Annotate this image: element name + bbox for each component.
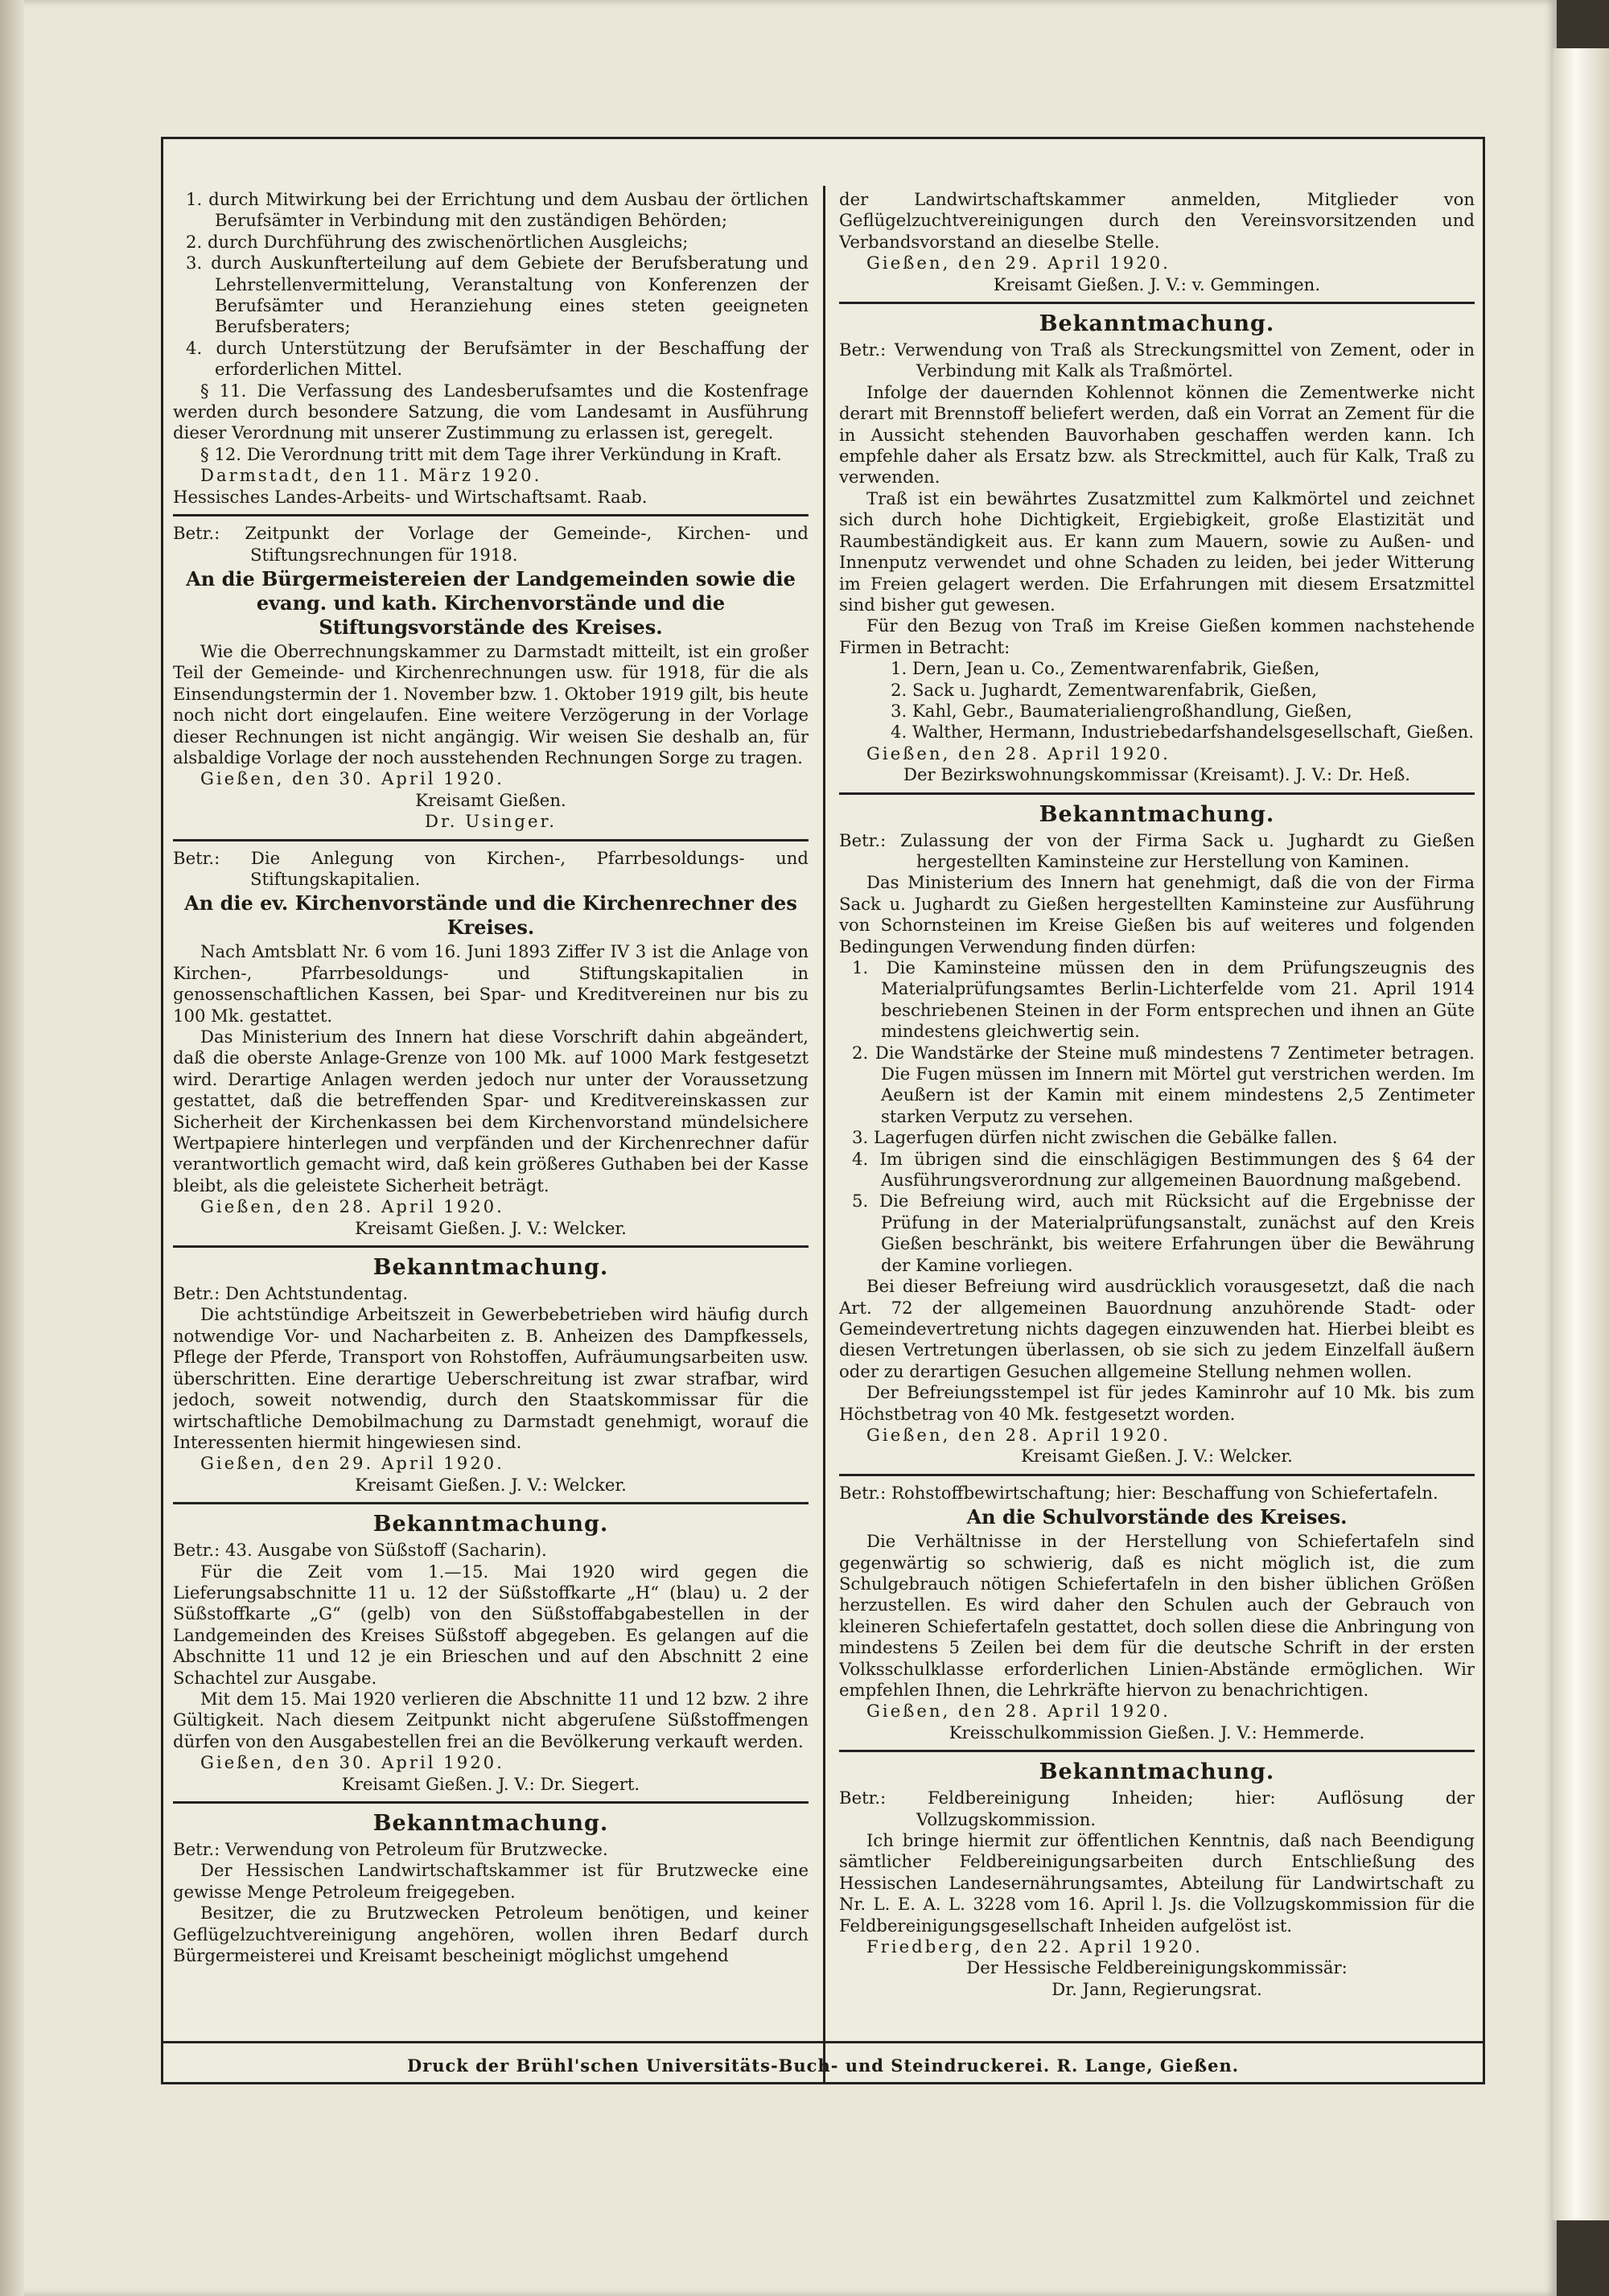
place-date: Gießen, den 28. April 1920. [866, 1701, 1171, 1722]
column-divider [823, 186, 825, 2082]
signature: Kreisamt Gießen. J. V.: v. Gemmingen. [993, 274, 1321, 294]
notice-body: Das Ministerium des Innern hat genehmigt, daß die von der Firma Sack u. Jughardt zu Gießen hergestellten Kaminsteine zur Ausführung von Schornsteinen im Kreise Gießen bis auf weiteres und folgenden Bedingungen Verwendung finden dürfen: [839, 872, 1475, 957]
notice-body: Das Ministerium des Innern hat diese Vorschrift dahin abgeändert, daß die oberste Anlage-Grenze von 100 Mk. auf 1000 Mark festgesetzt wird. Derartige Anlagen werden jedoch nur unter der Voraussetzung gestattet, daß die betreffenden Spar- und Kreditvereinskassen zur Sicherheit der Kirchenkassen bei dem Kirchenvorstand mündelsichere Wertpapiere hinterlegen und verpfänden und der Kirchenrechner dafür verantwortlich gemacht wird, daß kein größeres Guthaben bei der Kasse bleibt, als die geleistete Sicherheit beträgt. [173, 1027, 809, 1195]
left-column [173, 189, 809, 2082]
signature: Kreisamt Gießen. J. V.: Welcker. [355, 1474, 627, 1495]
signature: Der Bezirkswohnungskommissar (Kreisamt). J. V.: Dr. Heß. [903, 764, 1411, 785]
section-rule [839, 302, 1475, 304]
notice-subject: Betr.: Zulassung der von der Firma Sack u. Jughardt zu Gießen hergestellten Kaminsteine zur Herstellung von Kaminen. [839, 829, 1475, 871]
condition-item: 4. Im übrigen sind die einschlägigen Bestimmungen des § 64 der Ausführungsverordnung zur allgemeinen Bauordnung maßgebend. [852, 1148, 1475, 1191]
signature-office: Der Hessische Feldbereinigungskommissär: [966, 1957, 1348, 1978]
printer-imprint: Druck der Brühl'schen Universitäts-Buch- und Steindruckerei. R. Lange, Gießen. [406, 2055, 1240, 2076]
notice-subject: Betr.: 43. Ausgabe von Süßstoff (Sacharin). [173, 1540, 547, 1561]
notice-body: Für den Bezug von Traß im Kreise Gießen kommen nachstehende Firmen in Betracht: [839, 615, 1475, 657]
section-rule [173, 1502, 809, 1504]
condition-item: 3. Lagerfugen dürfen nicht zwischen die Gebälke fallen. [852, 1127, 1338, 1148]
notice-body: Infolge der dauernden Kohlennot können die Zementwerke nicht derart mit Brennstoff beliefert werden, daß ein Vorrat an Zement für die in Aussicht stehenden Bauvorhaben geschaffen werden kann. Ich empfehle daher als Ersatz bzw. als Streckmittel, auch für Kalk, Traß zu verwenden. [839, 381, 1475, 488]
place-date: Gießen, den 30. April 1920. [200, 768, 504, 789]
paragraph-11: § 11. Die Verfassung des Landesberufsamtes und die Kostenfrage werden durch besondere Satzung, die vom Landesamt in Ausführung dieser Verordnung mit unserer Zustimmung zu erlassen ist, geregelt. [173, 380, 809, 443]
notice-body: Mit dem 15. Mai 1920 verlieren die Abschnitte 11 und 12 bzw. 2 ihre Gültigkeit. Nach diesem Zeitpunkt nicht abgeruſene Süßstoffmengen dürfen von den Ausgabestellen frei an die Bevölkerung verkauft werden. [173, 1688, 809, 1751]
notice-subject: Betr.: Rohstoffbewirtschaftung; hier: Beschaffung von Schiefertafeln. [839, 1482, 1438, 1503]
signature-name: Dr. Jann, Regierungsrat. [1051, 1978, 1262, 1999]
section-rule [173, 839, 809, 841]
notice-body: Der Befreiungsstempel ist für jedes Kaminrohr auf 10 Mk. bis zum Höchstbetrag von 40 Mk. festgesetzt worden. [839, 1382, 1475, 1424]
place-date: Gießen, den 28. April 1920. [200, 1196, 504, 1217]
notice-heading: Bekanntmachung. [1039, 801, 1275, 827]
list-item: 2. durch Durchführung des zwischenörtlichen Ausgleichs; [186, 231, 689, 252]
place-date: Darmstadt, den 11. März 1920. [200, 465, 542, 486]
list-item: 1. durch Mitwirkung bei der Errichtung und dem Ausbau der örtlichen Berufsämter in Verbindung mit den zuständigen Behörden; [186, 189, 809, 231]
section-rule [173, 1245, 809, 1248]
list-item: 4. durch Unterstützung der Berufsämter in der Beschaffung der erforderlichen Mittel. [186, 337, 809, 380]
section-rule [839, 1474, 1475, 1476]
signature: Kreisschulkommission Gießen. J. V.: Hemmerde. [949, 1722, 1365, 1743]
signature-office: Kreisamt Gießen. [415, 789, 566, 810]
notice-address: An die Bürgermeistereien der Landgemeinden sowie die evang. und kath. Kirchenvorstände und die Stiftungsvorstände des Kreises. [186, 566, 796, 639]
firm-item: 3. Kahl, Gebr., Baumaterialiengroßhandlung, Gießen, [891, 700, 1352, 721]
notice-heading: Bekanntmachung. [1039, 311, 1275, 337]
place-date: Gießen, den 28. April 1920. [866, 743, 1171, 763]
place-date: Gießen, den 29. April 1920. [200, 1453, 504, 1474]
notice-body: Nach Amtsblatt Nr. 6 vom 16. Juni 1893 Ziffer IV 3 ist die Anlage von Kirchen-, Pfarrbesoldungs- und Stiftungskapitalien in genossenschaftlichen Kassen, bei Spar- und Kreditvereinen nur bis zu 100 Mk. gestattet. [173, 941, 809, 1026]
condition-item: 1. Die Kaminsteine müssen den in dem Prüfungszeugnis des Materialprüfungsamtes Berlin-Lichterfelde vom 21. April 1914 beschriebenen Steinen in der Form entsprechen und ihnen an Güte mindestens gleichwertig sein. [852, 957, 1475, 1042]
place-date: Gießen, den 30. April 1920. [200, 1752, 504, 1773]
notice-heading: Bekanntmachung. [372, 1512, 609, 1537]
place-date: Gießen, den 28. April 1920. [866, 1424, 1171, 1445]
firm-item: 4. Walther, Hermann, Industriebedarfshandelsgesellschaft, Gießen. [891, 722, 1474, 743]
place-date: Friedberg, den 22. April 1920. [866, 1936, 1203, 1957]
signature: Hessisches Landes-Arbeits- und Wirtschaftsamt. Raab. [173, 486, 648, 507]
notice-subject: Betr.: Feldbereinigung Inheiden; hier: Auflösung der Vollzugskommission. [839, 1788, 1475, 1829]
notice-body: Für die Zeit vom 1.—15. Mai 1920 wird gegen die Lieferungsabschnitte 11 u. 12 der Süßstoffkarte „H“ (blau) u. 2 der Süßstoffkarte „G“ (gelb) von den Süßstoffabgabestellen in der Landgemeinden des Kreises Süßstoff abgegeben. Es gelangen auf die Abschnitte 11 und 12 je ein Brieschen und auf den Abschnitt 2 eine Schachtel zur Ausgabe. [173, 1561, 809, 1688]
notice-body: Traß ist ein bewährtes Zusatzmittel zum Kalkmörtel und zeichnet sich durch hohe Dichtigkeit, Ergiebigkeit, große Elastizität und Raumbeständigkeit aus. Er kann zum Mauern, sowie zu Außen- und Innenputz verwendet und ohne Schaden zu leiden, bei jeder Witterung im Freien gelagert werden. Die Erfahrungen mit diesem Ersatzmittel sind bisher gut gewesen. [839, 488, 1475, 615]
notice-heading: Bekanntmachung. [372, 1255, 609, 1281]
condition-item: 5. Die Befreiung wird, auch mit Rücksicht auf die Ergebnisse der Prüfung in der Materialprüfungsanstalt, zunächst auf den Kreis Gießen beschränkt, bis weitere Erfahrungen über die Bewährung der Kamine vorliegen. [852, 1191, 1475, 1275]
notice-heading: Bekanntmachung. [372, 1811, 609, 1836]
section-rule [839, 792, 1475, 795]
right-column [839, 189, 1475, 2082]
binding-edge [0, 0, 24, 2296]
imprint-rule [163, 2041, 1483, 2043]
notice-body: Der Hessischen Landwirtschaftskammer ist für Brutzwecke eine gewisse Menge Petroleum freigegeben. [173, 1860, 809, 1902]
notice-subject: Betr.: Die Anlegung von Kirchen-, Pfarrbesoldungs- und Stiftungskapitalien. [173, 847, 809, 889]
list-item: 3. durch Auskunfterteilung auf dem Gebiete der Berufsberatung und Lehrstellenvermittelung, Veranstaltung von Konferenzen der Berufsämter und Heranziehung eines steten geeigneten Berufsberaters; [186, 253, 809, 337]
notice-body: Ich bringe hiermit zur öffentlichen Kenntnis, daß nach Beendigung sämtlicher Feldbereinigungsarbeiten durch Entschließung des Hessischen Landesernährungsamtes, Abteilung für Landwirtschaft zu Nr. L. E. A. L. 3228 vom 16. April l. Js. die Vollzugskommission für die Feldbereinigungsgesellschaft Inheiden aufgelöst ist. [839, 1830, 1475, 1936]
notice-subject: Betr.: Verwendung von Petroleum für Brutzwecke. [173, 1839, 608, 1859]
page-edge-strip [1553, 48, 1609, 2220]
condition-item: 2. Die Wandstärke der Steine muß mindestens 7 Zentimeter betragen. Die Fugen müssen im Innern mit Mörtel gut verstrichen werden. Im Aeußern ist der Kamin mit einem mindestens 2,5 Zentimeter starken Verputz zu versehen. [852, 1042, 1475, 1126]
notice-address: An die ev. Kirchenvorstände und die Kirchenrechner des Kreises. [184, 891, 797, 940]
notice-body: Die achtstündige Arbeitszeit in Gewerbebetrieben wird häufig durch notwendige Vor- und Nacharbeiten z. B. Anheizen des Dampfkessels, Pflege der Pferde, Transport von Rohstoffen, Aufräumungsarbeiten usw. überschritten. Eine derartige Ueberschreitung ist zwar strafbar, wird jedoch, soweit notwendig, durch den Staatskommissar für die wirtschaftliche Demobilmachung zu Darmstadt genehmigt, worauf die Interessenten hiermit hingewiesen sind. [173, 1304, 809, 1452]
place-date: Gießen, den 29. April 1920. [866, 253, 1171, 274]
signature: Kreisamt Gießen. J. V.: Welcker. [355, 1217, 627, 1238]
notice-heading: Bekanntmachung. [1039, 1759, 1275, 1785]
signature-name: Dr. Usinger. [424, 811, 558, 832]
notice-subject: Betr.: Zeitpunkt der Vorlage der Gemeinde-, Kirchen- und Stiftungsrechnungen für 1918. [173, 523, 809, 565]
notice-subject: Betr.: Den Achtstundentag. [173, 1283, 409, 1304]
gazette-page [161, 137, 1485, 2084]
notice-body: der Landwirtschaftskammer anmelden, Mitglieder von Geflügelzuchtvereinigungen durch den Vereinsvorsitzenden und Verbandsvorstand an dieselbe Stelle. [839, 189, 1475, 252]
signature: Kreisamt Gießen. J. V.: Dr. Siegert. [341, 1773, 640, 1794]
notice-address: An die Schulvorstände des Kreises. [966, 1505, 1348, 1529]
firm-item: 1. Dern, Jean u. Co., Zementwarenfabrik, Gießen, [891, 658, 1320, 679]
notice-subject: Betr.: Verwendung von Traß als Streckungsmittel von Zement, oder in Verbindung mit Kalk als Traßmörtel. [839, 339, 1475, 381]
notice-body: Wie die Oberrechnungskammer zu Darmstadt mitteilt, ist ein großer Teil der Gemeinde- und Kirchenrechnungen usw. für 1918, für die als Einsendungstermin der 1. November bzw. 1. Oktober 1919 gilt, bis heute noch nicht dort eingelaufen. Eine weitere Verzögerung in der Vorlage dieser Rechnungen ist nicht angängig. Wir weisen Sie deshalb an, für alsbaldige Vorlage der noch ausstehenden Rechnungen Sorge zu tragen. [173, 640, 809, 767]
notice-body: Die Verhältnisse in der Herstellung von Schiefertafeln sind gegenwärtig so schwierig, daß es nicht möglich ist, die zum Schulgebrauch nötigen Schiefertafeln in den bisher üblichen Größen herzustellen. Es wird daher den Schulen auch der Gebrauch von kleineren Schiefertafeln gestattet, doch sollen diese die Anbringung von mindestens 5 Zeilen bei dem für die deutsche Schrift in der ersten Volksschulklasse erforderlichen Linien-Abstände ermöglichen. Wir empfehlen Ihnen, die Lehrkräfte hiervon zu benachrichtigen. [839, 1531, 1475, 1700]
paragraph-12: § 12. Die Verordnung tritt mit dem Tage ihrer Verkündung in Kraft. [200, 443, 782, 464]
notice-body: Besitzer, die zu Brutzwecken Petroleum benötigen, und keiner Geflügelzuchtvereinigung angehören, wollen ihren Bedarf durch Bürgermeisterei und Kreisamt bescheinigt möglichst umgehend [173, 1903, 809, 1966]
signature: Kreisamt Gießen. J. V.: Welcker. [1021, 1446, 1293, 1467]
section-rule [173, 1801, 809, 1804]
section-rule [173, 514, 809, 516]
section-rule [839, 1750, 1475, 1752]
firm-item: 2. Sack u. Jughardt, Zementwarenfabrik, Gießen, [891, 679, 1317, 700]
notice-body: Bei dieser Befreiung wird ausdrücklich vorausgesetzt, daß die nach Art. 72 der allgemeinen Bauordnung anzuhörende Stadt- oder Gemeindevertretung nichts dagegen einzuwenden hat. Hierbei bleibt es diesen Vertretungen überlassen, ob sie sich zu jedem Einzelfall äußern oder zu derartigen Gesuchen allgemeine Stellung nehmen wollen. [839, 1276, 1475, 1381]
